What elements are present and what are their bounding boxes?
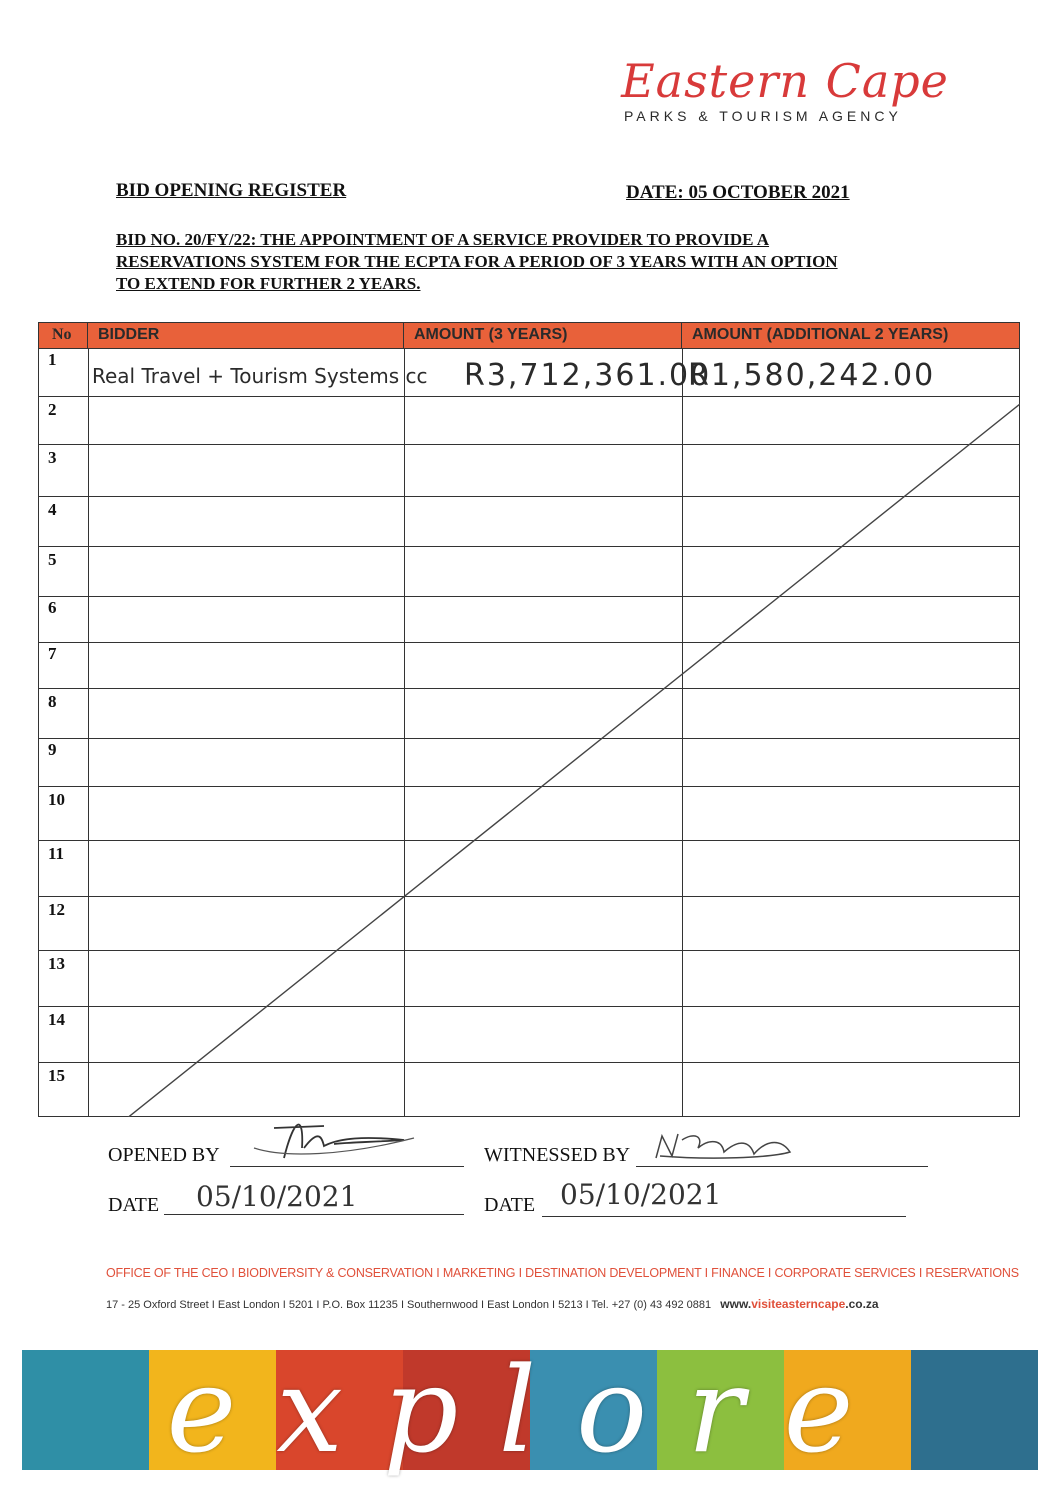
row-number: 2 xyxy=(48,400,57,419)
amount-3-years-entry: R3,712,361.00 xyxy=(464,358,712,393)
row-number: 13 xyxy=(48,954,65,973)
witnessed-date-line xyxy=(542,1216,906,1217)
logo-script-text: Eastern Cape xyxy=(621,54,949,108)
row-number: 14 xyxy=(48,1010,65,1029)
bid-title-line: TO EXTEND FOR FURTHER 2 YEARS. xyxy=(116,274,421,293)
opened-by-signature xyxy=(244,1108,424,1168)
column-header-amount-3-years: AMOUNT (3 YEARS) xyxy=(404,322,682,348)
column-header-no: No xyxy=(38,322,88,348)
register-title: BID OPENING REGISTER xyxy=(116,180,347,201)
witnessed-date-value: 05/10/2021 xyxy=(560,1178,722,1211)
bid-register-table xyxy=(38,322,1020,1117)
date-heading: DATE: 05 OCTOBER 2021 xyxy=(626,182,850,203)
website-name: visiteasterncape xyxy=(751,1297,846,1311)
row-number: 6 xyxy=(48,598,57,617)
footer-address: 17 - 25 Oxford Street I East London I 5201 I P.O. Box 11235 I Southernwood I East London I 5213 I Tel. +27 (0) 43 492 0881 xyxy=(106,1299,712,1311)
unused-rows-strike-line xyxy=(38,322,1020,1117)
bid-title xyxy=(116,229,976,295)
footer-address-line xyxy=(106,1297,966,1311)
opened-date-label: DATE xyxy=(108,1194,160,1216)
opened-date-value: 05/10/2021 xyxy=(196,1180,358,1213)
row-number: 10 xyxy=(48,790,65,809)
bid-title-line: BID NO. 20/FY/22: THE APPOINTMENT OF A SERVICE PROVIDER TO PROVIDE A xyxy=(116,230,770,249)
logo-subtitle: PARKS & TOURISM AGENCY xyxy=(624,108,902,124)
opened-date-line xyxy=(164,1214,464,1215)
agency-logo xyxy=(610,56,970,136)
bidder-name-entry: Real Travel + Tourism Systems cc xyxy=(92,364,428,388)
footer-departments: OFFICE OF THE CEO I BIODIVERSITY & CONSERVATION I MARKETING I DESTINATION DEVELOPMENT I FINANCE I CORPORATE SERVICES I RESERVATIONS xyxy=(106,1266,1019,1280)
website-suffix: .co.za xyxy=(845,1297,879,1311)
column-header-bidder: BIDDER xyxy=(88,322,404,348)
row-number: 11 xyxy=(48,844,65,863)
row-number: 1 xyxy=(48,350,57,369)
website-prefix: www. xyxy=(720,1297,752,1311)
row-number: 5 xyxy=(48,550,57,569)
witnessed-date-label: DATE xyxy=(484,1194,536,1216)
footer-website-link[interactable] xyxy=(720,1297,878,1311)
row-number: 3 xyxy=(48,448,57,467)
row-number: 15 xyxy=(48,1066,65,1085)
amount-additional-2-years-entry: R1,580,242.00 xyxy=(688,358,936,393)
row-number: 7 xyxy=(48,644,57,663)
row-number: 8 xyxy=(48,692,57,711)
row-number: 9 xyxy=(48,740,57,759)
row-number: 4 xyxy=(48,500,57,519)
explore-banner-word: explore xyxy=(166,1341,894,1479)
opened-by-label: OPENED BY xyxy=(108,1144,220,1166)
bid-title-line: RESERVATIONS SYSTEM FOR THE ECPTA FOR A PERIOD OF 3 YEARS WITH AN OPTION xyxy=(116,252,838,271)
column-header-amount-additional-2-years: AMOUNT (ADDITIONAL 2 YEARS) xyxy=(682,322,1020,348)
witnessed-by-label: WITNESSED BY xyxy=(484,1144,631,1166)
witnessed-by-signature xyxy=(650,1128,800,1168)
row-number: 12 xyxy=(48,900,65,919)
